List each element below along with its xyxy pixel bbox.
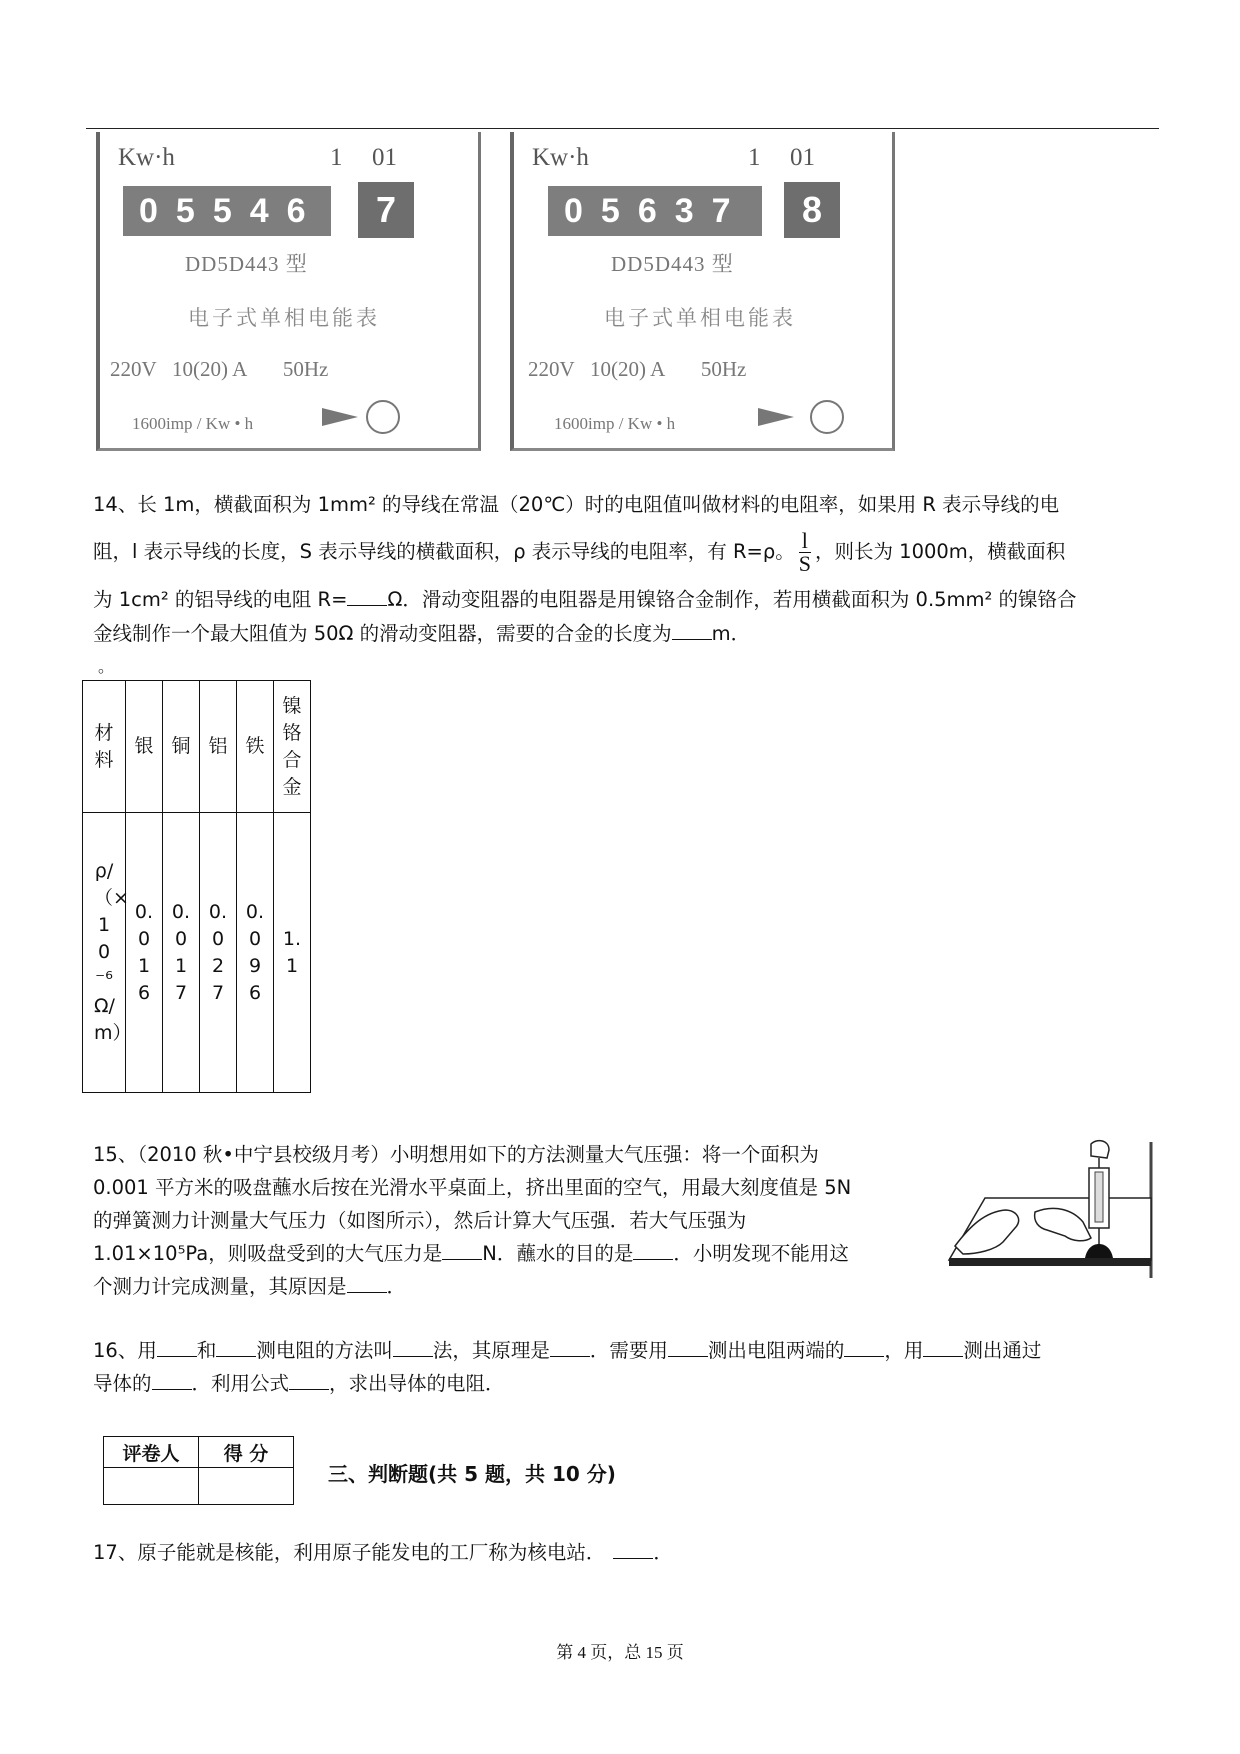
q16-text: 导体的 xyxy=(93,1372,152,1395)
answer-blank[interactable] xyxy=(844,1338,884,1357)
q15-line-1: 15、（2010 秋•中宁县校级月考）小明想用如下的方法测量大气压强：将一个面积为 xyxy=(93,1143,819,1166)
answer-blank[interactable] xyxy=(289,1371,329,1390)
q14-line-4 xyxy=(93,617,750,650)
table-cell: 0.017 xyxy=(163,813,200,1093)
section-3-title: 三、判断题(共 5 题，共 10 分) xyxy=(328,1462,616,1486)
q14-line-1: 14、长 1m，横截面积为 1mm² 的导线在常温（20℃）时的电阻值叫做材料的电阻率，如果用 R 表示导线的电 xyxy=(93,493,1060,516)
score-label: 得 分 xyxy=(199,1437,294,1468)
answer-blank[interactable] xyxy=(550,1338,590,1357)
answer-blank[interactable] xyxy=(613,1540,653,1559)
q14-text: ，则长为 1000m，横截面积 xyxy=(814,540,1066,563)
q16-text: ．需要用 xyxy=(589,1339,668,1362)
meter-circle-icon xyxy=(810,400,844,434)
meter-phase: 1 xyxy=(748,144,761,171)
meter-model: DD5D443 型 xyxy=(611,252,734,276)
spring-scale-illustration xyxy=(945,1138,1155,1283)
answer-blank[interactable] xyxy=(157,1338,197,1357)
q14-text: 为 1cm² 的铝导线的电阻 R= xyxy=(93,588,348,611)
q16-text: 测出电阻两端的 xyxy=(707,1339,845,1362)
answer-blank[interactable] xyxy=(442,1241,482,1260)
table-cell: 0.027 xyxy=(200,813,237,1093)
meter-arrow-icon xyxy=(322,408,358,426)
q17-text: ． xyxy=(653,1541,673,1564)
answer-blank[interactable] xyxy=(347,587,387,606)
meter-circle-icon xyxy=(366,400,400,434)
grading-input-row xyxy=(104,1468,294,1505)
fraction-numerator: l xyxy=(799,530,811,553)
q15-text: N．蘸水的目的是 xyxy=(482,1242,634,1265)
meter-decimal-digit: 7 xyxy=(358,182,414,238)
answer-blank[interactable] xyxy=(672,621,712,640)
answer-blank[interactable] xyxy=(216,1338,256,1357)
q16-line-1 xyxy=(93,1334,1041,1367)
answer-blank[interactable] xyxy=(347,1274,387,1293)
energy-meter-2 xyxy=(510,132,895,451)
q15-text: 个测力计完成测量，其原因是 xyxy=(93,1275,347,1298)
score-field[interactable] xyxy=(199,1468,294,1505)
table-cell: 铝 xyxy=(200,681,237,813)
meter-spec: 220V 10(20) A 50Hz xyxy=(528,357,747,381)
q14-line-3 xyxy=(93,583,1077,616)
table-cell: 铁 xyxy=(237,681,274,813)
answer-blank[interactable] xyxy=(633,1241,673,1260)
meter-arrow-icon xyxy=(758,408,794,426)
q15-line-3: 的弹簧测力计测量大气压力（如图所示），然后计算大气压强．若大气压强为 xyxy=(93,1209,747,1232)
q16-text: 法，其原理是 xyxy=(432,1339,550,1362)
meter-imp: 1600imp / Kw • h xyxy=(554,414,676,433)
table-cell: 材料 xyxy=(83,681,126,813)
meter-code: 01 xyxy=(372,144,397,171)
q16-text: 16、用 xyxy=(93,1339,157,1362)
q15-text: ． xyxy=(386,1275,407,1298)
q15-text: ．小明发现不能用这 xyxy=(673,1242,849,1265)
table-cell: 银 xyxy=(126,681,163,813)
q16-text: ，求出导体的电阻． xyxy=(329,1372,505,1395)
grading-table xyxy=(103,1436,294,1505)
q16-text: ．利用公式 xyxy=(191,1372,290,1395)
meter-imp: 1600imp / Kw • h xyxy=(132,414,254,433)
resistivity-table xyxy=(82,680,311,1093)
meter-spec: 220V 10(20) A 50Hz xyxy=(110,357,329,381)
q16-text: 测出通过 xyxy=(963,1339,1042,1362)
meter-reading-digits: 05546 xyxy=(123,186,331,236)
q15-text: 1.01×10⁵Pa，则吸盘受到的大气压力是 xyxy=(93,1242,443,1265)
energy-meter-1 xyxy=(96,132,481,451)
meter-reading-digits: 05637 xyxy=(548,186,762,236)
table-cell: 铜 xyxy=(163,681,200,813)
meter-unit: Kw·h xyxy=(118,144,175,171)
q16-line-2 xyxy=(93,1367,505,1400)
answer-blank[interactable] xyxy=(668,1338,708,1357)
resistance-fraction xyxy=(799,530,811,575)
grader-field[interactable] xyxy=(104,1468,199,1505)
meter-model: DD5D443 型 xyxy=(185,252,308,276)
table-cell: ρ/（×10⁻⁶Ω/m） xyxy=(83,813,126,1093)
q17-text: 17、原子能就是核能，利用原子能发电的工厂称为核电站． xyxy=(93,1541,606,1564)
meter-description: 电子式单相电能表 xyxy=(604,306,796,330)
fraction-denominator: S xyxy=(798,551,811,576)
grading-header-row xyxy=(104,1437,294,1468)
table-row xyxy=(83,813,311,1093)
q16-text: ，用 xyxy=(884,1339,924,1362)
meter-code: 01 xyxy=(790,144,815,171)
q15-line-4 xyxy=(93,1237,849,1270)
q14-text: 阻，l 表示导线的长度，S 表示导线的横截面积，ρ 表示导线的电阻率，有 R=ρ。 xyxy=(93,540,795,563)
answer-blank[interactable] xyxy=(393,1338,433,1357)
q14-dot: 。 xyxy=(98,657,115,676)
answer-blank[interactable] xyxy=(923,1338,963,1357)
table-cell: 镍铬合金 xyxy=(274,681,311,813)
q17-line xyxy=(93,1536,673,1569)
meter-phase: 1 xyxy=(330,144,343,171)
grader-label: 评卷人 xyxy=(104,1437,199,1468)
q14-line-2 xyxy=(93,530,1065,575)
q15-line-5 xyxy=(93,1270,406,1303)
table-cell: 1.1 xyxy=(274,813,311,1093)
meter-description: 电子式单相电能表 xyxy=(188,306,380,330)
header-rule xyxy=(86,128,1159,129)
q14-text: 金线制作一个最大阻值为 50Ω 的滑动变阻器，需要的合金的长度为 xyxy=(93,622,672,645)
table-header-row xyxy=(83,681,311,813)
q16-text: 测电阻的方法叫 xyxy=(256,1339,393,1362)
answer-blank[interactable] xyxy=(152,1371,192,1390)
meter-unit: Kw·h xyxy=(532,144,589,171)
page-footer: 第 4 页，总 15 页 xyxy=(556,1643,684,1662)
q14-text: m． xyxy=(711,622,751,645)
table-cell: 0.096 xyxy=(237,813,274,1093)
q16-text: 和 xyxy=(196,1339,217,1362)
q15-line-2: 0.001 平方米的吸盘蘸水后按在光滑水平桌面上，挤出里面的空气，用最大刻度值是 5N xyxy=(93,1176,852,1199)
meter-decimal-digit: 8 xyxy=(784,182,840,238)
q14-text: Ω．滑动变阻器的电阻器是用镍铬合金制作，若用横截面积为 0.5mm² 的镍铬合 xyxy=(387,588,1077,611)
table-cell: 0.016 xyxy=(126,813,163,1093)
